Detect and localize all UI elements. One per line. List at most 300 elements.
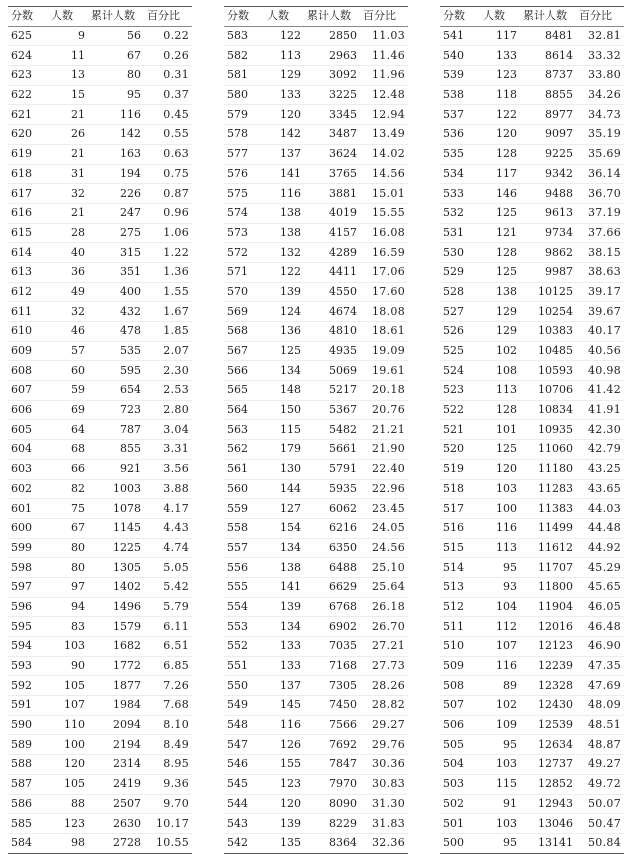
cell-percent: 50.47 [576, 814, 624, 834]
cell-cumulative: 4810 [304, 322, 360, 342]
cell-cumulative: 2507 [88, 794, 144, 814]
cell-cumulative: 7168 [304, 656, 360, 676]
cell-score: 543 [224, 814, 264, 834]
cell-score: 532 [440, 203, 480, 223]
cell-cumulative: 535 [88, 341, 144, 361]
cell-score: 552 [224, 637, 264, 657]
table-row [440, 105, 624, 125]
cell-percent: 26.18 [360, 597, 408, 617]
cell-percent: 3.04 [144, 420, 192, 440]
cell-score: 608 [8, 361, 48, 381]
cell-percent: 11.03 [360, 26, 408, 46]
cell-cumulative: 11283 [520, 479, 576, 499]
cell-count: 129 [480, 322, 520, 342]
cell-score: 580 [224, 85, 264, 105]
cell-count: 94 [48, 597, 88, 617]
cell-score: 525 [440, 341, 480, 361]
cell-count: 49 [48, 282, 88, 302]
table-row [8, 479, 192, 499]
cell-cumulative: 10593 [520, 361, 576, 381]
cell-score: 538 [440, 85, 480, 105]
cell-score: 571 [224, 262, 264, 282]
cell-percent: 6.51 [144, 637, 192, 657]
cell-count: 103 [480, 479, 520, 499]
cell-cumulative: 1579 [88, 617, 144, 637]
cell-percent: 41.91 [576, 400, 624, 420]
cell-percent: 44.48 [576, 518, 624, 538]
cell-count: 128 [480, 144, 520, 164]
table-row [440, 814, 624, 834]
cell-score: 618 [8, 164, 48, 184]
cell-cumulative: 3092 [304, 66, 360, 86]
cell-cumulative: 11904 [520, 597, 576, 617]
cell-score: 581 [224, 66, 264, 86]
table-row [224, 676, 408, 696]
table-row [440, 577, 624, 597]
cell-percent: 23.45 [360, 499, 408, 519]
cell-score: 612 [8, 282, 48, 302]
cell-score: 585 [8, 814, 48, 834]
cell-count: 102 [480, 341, 520, 361]
cell-score: 546 [224, 755, 264, 775]
cell-percent: 32.81 [576, 26, 624, 46]
cell-count: 148 [264, 381, 304, 401]
cell-count: 150 [264, 400, 304, 420]
cell-percent: 32.36 [360, 833, 408, 853]
cell-cumulative: 1402 [88, 577, 144, 597]
table-row [8, 755, 192, 775]
cell-cumulative: 4935 [304, 341, 360, 361]
table-row [224, 46, 408, 66]
table-row [8, 26, 192, 46]
cell-count: 179 [264, 440, 304, 460]
cell-cumulative: 12016 [520, 617, 576, 637]
cell-count: 133 [264, 637, 304, 657]
cell-count: 100 [48, 735, 88, 755]
table-row [224, 637, 408, 657]
table-row [8, 203, 192, 223]
cell-count: 122 [264, 26, 304, 46]
cell-percent: 0.26 [144, 46, 192, 66]
cell-count: 89 [480, 676, 520, 696]
cell-cumulative: 2419 [88, 774, 144, 794]
cell-score: 592 [8, 676, 48, 696]
cell-percent: 26.70 [360, 617, 408, 637]
cell-count: 116 [264, 184, 304, 204]
header-count: 人数 [48, 7, 88, 27]
cell-cumulative: 7035 [304, 637, 360, 657]
cell-score: 591 [8, 696, 48, 716]
cell-count: 127 [264, 499, 304, 519]
cell-percent: 28.26 [360, 676, 408, 696]
cell-score: 547 [224, 735, 264, 755]
table-row [224, 361, 408, 381]
cell-count: 15 [48, 85, 88, 105]
header-score: 分数 [224, 7, 264, 27]
cell-percent: 0.55 [144, 125, 192, 145]
table-row [8, 66, 192, 86]
cell-count: 11 [48, 46, 88, 66]
cell-count: 115 [264, 420, 304, 440]
table-row [440, 479, 624, 499]
cell-percent: 3.56 [144, 459, 192, 479]
cell-score: 625 [8, 26, 48, 46]
table-row [8, 459, 192, 479]
cell-count: 120 [480, 125, 520, 145]
table-row [8, 322, 192, 342]
table-row [440, 420, 624, 440]
cell-score: 560 [224, 479, 264, 499]
score-distribution-document [8, 6, 632, 850]
table-row [440, 144, 624, 164]
table-row [8, 46, 192, 66]
cell-percent: 2.53 [144, 381, 192, 401]
cell-percent: 15.01 [360, 184, 408, 204]
cell-score: 557 [224, 538, 264, 558]
cell-score: 596 [8, 597, 48, 617]
table-row [8, 617, 192, 637]
table-row [440, 755, 624, 775]
cell-count: 26 [48, 125, 88, 145]
cell-cumulative: 3345 [304, 105, 360, 125]
cell-count: 90 [48, 656, 88, 676]
cell-cumulative: 8977 [520, 105, 576, 125]
cell-cumulative: 4674 [304, 302, 360, 322]
cell-percent: 41.42 [576, 381, 624, 401]
cell-percent: 17.60 [360, 282, 408, 302]
table-row [440, 125, 624, 145]
table-row [440, 656, 624, 676]
cell-count: 123 [264, 774, 304, 794]
cell-percent: 46.05 [576, 597, 624, 617]
cell-score: 594 [8, 637, 48, 657]
table-row [440, 203, 624, 223]
cell-count: 138 [264, 223, 304, 243]
cell-percent: 12.94 [360, 105, 408, 125]
cell-score: 526 [440, 322, 480, 342]
cell-score: 573 [224, 223, 264, 243]
cell-count: 125 [264, 341, 304, 361]
cell-cumulative: 10383 [520, 322, 576, 342]
cell-score: 584 [8, 833, 48, 853]
cell-score: 561 [224, 459, 264, 479]
cell-cumulative: 8737 [520, 66, 576, 86]
table-row [440, 794, 624, 814]
table-row [8, 814, 192, 834]
cell-cumulative: 654 [88, 381, 144, 401]
cell-count: 120 [264, 794, 304, 814]
cell-percent: 6.85 [144, 656, 192, 676]
cell-count: 120 [264, 105, 304, 125]
cell-cumulative: 12943 [520, 794, 576, 814]
table-row [8, 499, 192, 519]
table-row [440, 85, 624, 105]
cell-score: 621 [8, 105, 48, 125]
cell-score: 568 [224, 322, 264, 342]
table-row [224, 617, 408, 637]
cell-percent: 33.32 [576, 46, 624, 66]
cell-cumulative: 1496 [88, 597, 144, 617]
cell-count: 141 [264, 577, 304, 597]
header-percent: 百分比 [576, 7, 624, 27]
cell-cumulative: 163 [88, 144, 144, 164]
cell-percent: 11.96 [360, 66, 408, 86]
table-row [440, 381, 624, 401]
cell-count: 139 [264, 597, 304, 617]
cell-percent: 9.70 [144, 794, 192, 814]
cell-cumulative: 6629 [304, 577, 360, 597]
cell-cumulative: 7305 [304, 676, 360, 696]
cell-cumulative: 400 [88, 282, 144, 302]
cell-percent: 9.36 [144, 774, 192, 794]
cell-percent: 42.30 [576, 420, 624, 440]
cell-score: 537 [440, 105, 480, 125]
table-row [8, 184, 192, 204]
table-header [440, 7, 624, 27]
header-count: 人数 [264, 7, 304, 27]
cell-cumulative: 11800 [520, 577, 576, 597]
cell-score: 516 [440, 518, 480, 538]
table-row [224, 262, 408, 282]
cell-count: 32 [48, 302, 88, 322]
table-row [8, 361, 192, 381]
cell-score: 513 [440, 577, 480, 597]
table-row [440, 243, 624, 263]
table-row [8, 735, 192, 755]
table-row [8, 144, 192, 164]
table-row [8, 440, 192, 460]
cell-count: 88 [48, 794, 88, 814]
cell-percent: 14.02 [360, 144, 408, 164]
cell-cumulative: 12737 [520, 755, 576, 775]
cell-percent: 12.48 [360, 85, 408, 105]
table-row [224, 833, 408, 853]
cell-count: 103 [480, 814, 520, 834]
cell-count: 36 [48, 262, 88, 282]
cell-cumulative: 8481 [520, 26, 576, 46]
cell-percent: 50.07 [576, 794, 624, 814]
cell-percent: 0.37 [144, 85, 192, 105]
cell-percent: 31.30 [360, 794, 408, 814]
cell-score: 505 [440, 735, 480, 755]
cell-cumulative: 8855 [520, 85, 576, 105]
cell-count: 64 [48, 420, 88, 440]
cell-count: 121 [480, 223, 520, 243]
cell-cumulative: 275 [88, 223, 144, 243]
table-header [8, 7, 192, 27]
cell-count: 145 [264, 696, 304, 716]
cell-score: 577 [224, 144, 264, 164]
cell-percent: 19.09 [360, 341, 408, 361]
cell-count: 113 [264, 46, 304, 66]
cell-percent: 49.27 [576, 755, 624, 775]
header-cumulative: 累计人数 [304, 7, 360, 27]
cell-count: 105 [48, 676, 88, 696]
cell-count: 98 [48, 833, 88, 853]
table-row [224, 656, 408, 676]
cell-percent: 48.09 [576, 696, 624, 716]
cell-percent: 40.98 [576, 361, 624, 381]
cell-percent: 27.21 [360, 637, 408, 657]
cell-cumulative: 7566 [304, 715, 360, 735]
cell-count: 125 [480, 440, 520, 460]
cell-percent: 38.15 [576, 243, 624, 263]
table-row [8, 223, 192, 243]
table-row [8, 597, 192, 617]
cell-percent: 0.45 [144, 105, 192, 125]
cell-score: 517 [440, 499, 480, 519]
cell-count: 120 [480, 459, 520, 479]
cell-percent: 2.30 [144, 361, 192, 381]
cell-percent: 6.11 [144, 617, 192, 637]
cell-score: 613 [8, 262, 48, 282]
cell-count: 125 [480, 262, 520, 282]
cell-percent: 35.19 [576, 125, 624, 145]
cell-score: 558 [224, 518, 264, 538]
cell-cumulative: 226 [88, 184, 144, 204]
cell-percent: 8.95 [144, 755, 192, 775]
cell-count: 137 [264, 144, 304, 164]
cell-cumulative: 9734 [520, 223, 576, 243]
cell-count: 80 [48, 538, 88, 558]
cell-percent: 8.49 [144, 735, 192, 755]
cell-count: 117 [480, 26, 520, 46]
cell-count: 101 [480, 420, 520, 440]
cell-count: 130 [264, 459, 304, 479]
cell-score: 545 [224, 774, 264, 794]
cell-score: 606 [8, 400, 48, 420]
cell-score: 536 [440, 125, 480, 145]
cell-count: 102 [480, 696, 520, 716]
table-row [440, 184, 624, 204]
cell-count: 103 [48, 637, 88, 657]
table-row [224, 577, 408, 597]
cell-score: 527 [440, 302, 480, 322]
cell-score: 570 [224, 282, 264, 302]
table-row [8, 282, 192, 302]
cell-count: 128 [480, 400, 520, 420]
cell-cumulative: 194 [88, 164, 144, 184]
table-row [224, 440, 408, 460]
cell-percent: 1.55 [144, 282, 192, 302]
cell-cumulative: 1984 [88, 696, 144, 716]
cell-cumulative: 2963 [304, 46, 360, 66]
table-row [8, 774, 192, 794]
table-row [224, 755, 408, 775]
cell-percent: 0.22 [144, 26, 192, 46]
cell-score: 529 [440, 262, 480, 282]
cell-score: 555 [224, 577, 264, 597]
table-row [8, 302, 192, 322]
cell-percent: 10.17 [144, 814, 192, 834]
cell-count: 126 [264, 735, 304, 755]
cell-score: 601 [8, 499, 48, 519]
cell-count: 137 [264, 676, 304, 696]
cell-percent: 37.66 [576, 223, 624, 243]
cell-cumulative: 8229 [304, 814, 360, 834]
cell-cumulative: 315 [88, 243, 144, 263]
cell-count: 138 [264, 558, 304, 578]
cell-cumulative: 5791 [304, 459, 360, 479]
cell-score: 501 [440, 814, 480, 834]
cell-score: 587 [8, 774, 48, 794]
table-row [8, 164, 192, 184]
cell-percent: 27.73 [360, 656, 408, 676]
cell-cumulative: 11180 [520, 459, 576, 479]
cell-cumulative: 10254 [520, 302, 576, 322]
cell-count: 134 [264, 617, 304, 637]
table-row [224, 105, 408, 125]
cell-percent: 40.56 [576, 341, 624, 361]
header-cumulative: 累计人数 [520, 7, 576, 27]
cell-percent: 7.68 [144, 696, 192, 716]
cell-percent: 24.05 [360, 518, 408, 538]
cell-percent: 0.63 [144, 144, 192, 164]
cell-cumulative: 4019 [304, 203, 360, 223]
cell-score: 605 [8, 420, 48, 440]
cell-percent: 45.29 [576, 558, 624, 578]
cell-cumulative: 6768 [304, 597, 360, 617]
cell-percent: 43.65 [576, 479, 624, 499]
header-score: 分数 [8, 7, 48, 27]
cell-cumulative: 12328 [520, 676, 576, 696]
cell-score: 578 [224, 125, 264, 145]
table-row [440, 696, 624, 716]
cell-percent: 46.48 [576, 617, 624, 637]
cell-cumulative: 9342 [520, 164, 576, 184]
cell-score: 622 [8, 85, 48, 105]
cell-cumulative: 3765 [304, 164, 360, 184]
cell-score: 569 [224, 302, 264, 322]
cell-count: 115 [480, 774, 520, 794]
cell-score: 607 [8, 381, 48, 401]
cell-count: 117 [480, 164, 520, 184]
cell-cumulative: 595 [88, 361, 144, 381]
cell-cumulative: 9862 [520, 243, 576, 263]
table-row [440, 26, 624, 46]
cell-percent: 34.26 [576, 85, 624, 105]
cell-percent: 45.65 [576, 577, 624, 597]
cell-cumulative: 56 [88, 26, 144, 46]
cell-score: 597 [8, 577, 48, 597]
table-row [440, 282, 624, 302]
cell-percent: 21.90 [360, 440, 408, 460]
cell-count: 120 [48, 755, 88, 775]
table-row [224, 341, 408, 361]
cell-cumulative: 3624 [304, 144, 360, 164]
cell-cumulative: 8614 [520, 46, 576, 66]
table-row [440, 538, 624, 558]
cell-score: 556 [224, 558, 264, 578]
cell-percent: 44.92 [576, 538, 624, 558]
cell-score: 540 [440, 46, 480, 66]
cell-count: 9 [48, 26, 88, 46]
table-row [224, 735, 408, 755]
table-row [440, 735, 624, 755]
cell-percent: 28.82 [360, 696, 408, 716]
cell-score: 553 [224, 617, 264, 637]
cell-score: 564 [224, 400, 264, 420]
cell-percent: 0.75 [144, 164, 192, 184]
cell-count: 108 [480, 361, 520, 381]
cell-count: 113 [480, 381, 520, 401]
cell-score: 523 [440, 381, 480, 401]
cell-count: 69 [48, 400, 88, 420]
table-row [440, 223, 624, 243]
table-row [224, 125, 408, 145]
cell-cumulative: 13141 [520, 833, 576, 853]
cell-score: 610 [8, 322, 48, 342]
